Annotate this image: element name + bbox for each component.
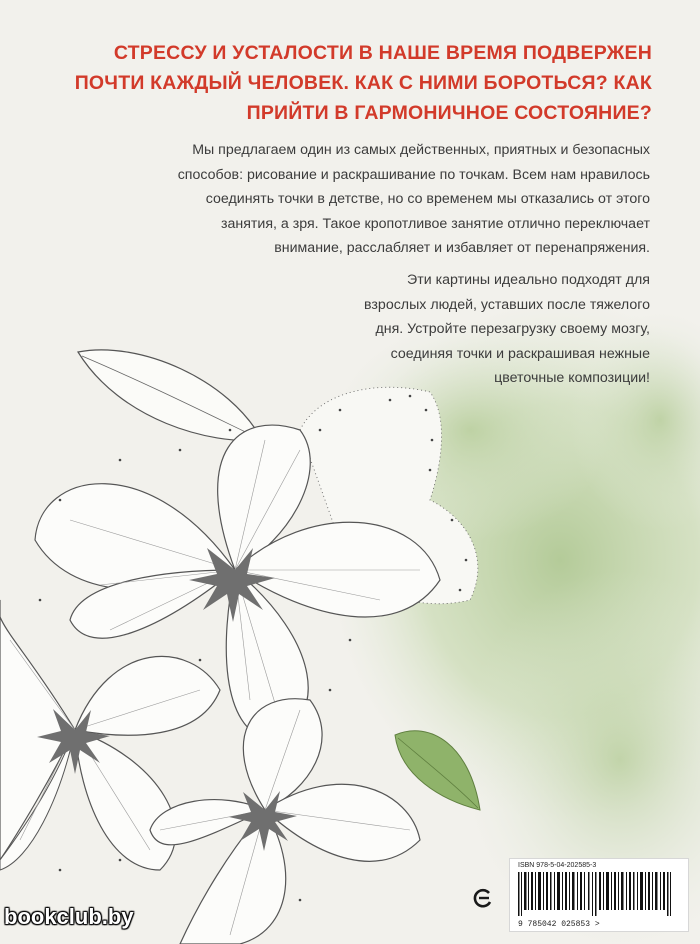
eksmo-e-icon — [472, 887, 494, 909]
hibiscus-flower-bottom — [150, 699, 420, 944]
intro-line-4: занятия, а зря. Такое кропотливое занятие отлично переключает — [220, 215, 650, 232]
second-line-4: соединяя точки и раскрашивая нежные — [390, 345, 650, 362]
intro-line-2: способов: рисование и раскрашивание по точкам. Всем нам нравилось — [177, 166, 650, 183]
second-line-5: цветочные композиции! — [494, 370, 650, 386]
second-line-1: Эти картины идеально подходят для — [407, 272, 650, 288]
headline-line-1: СТРЕССУ И УСТАЛОСТИ В НАШЕ ВРЕМЯ ПОДВЕРЖЕН — [113, 42, 652, 64]
second-line-3: дня. Устройте перезагрузку своему мозгу, — [375, 321, 650, 337]
intro-line-1: Мы предлагаем один из самых действенных, приятных и безопасных — [192, 142, 650, 158]
second-line-2: взрослых людей, уставших после тяжелого — [364, 296, 650, 313]
headline-line-2: ПОЧТИ КАЖДЫЙ ЧЕЛОВЕК. КАК С НИМИ БОРОТЬСЯ? КАК — [74, 72, 652, 94]
barcode-label — [509, 858, 689, 932]
barcode-bars — [516, 872, 682, 916]
site-watermark: bookclub.by — [4, 904, 134, 929]
barcode-digits: 9 785042 025853 > — [518, 920, 600, 929]
headline-line-3: ПРИЙТИ В ГАРМОНИЧНОЕ СОСТОЯНИЕ? — [246, 102, 652, 124]
isbn-text: ISBN 978-5-04-202585-3 — [518, 862, 597, 869]
intro-line-5: внимание, расслабляет и избавляет от перенапряжения. — [274, 240, 650, 256]
intro-line-3: соединять точки в детстве, но со временем мы отказались от этого — [205, 191, 650, 207]
